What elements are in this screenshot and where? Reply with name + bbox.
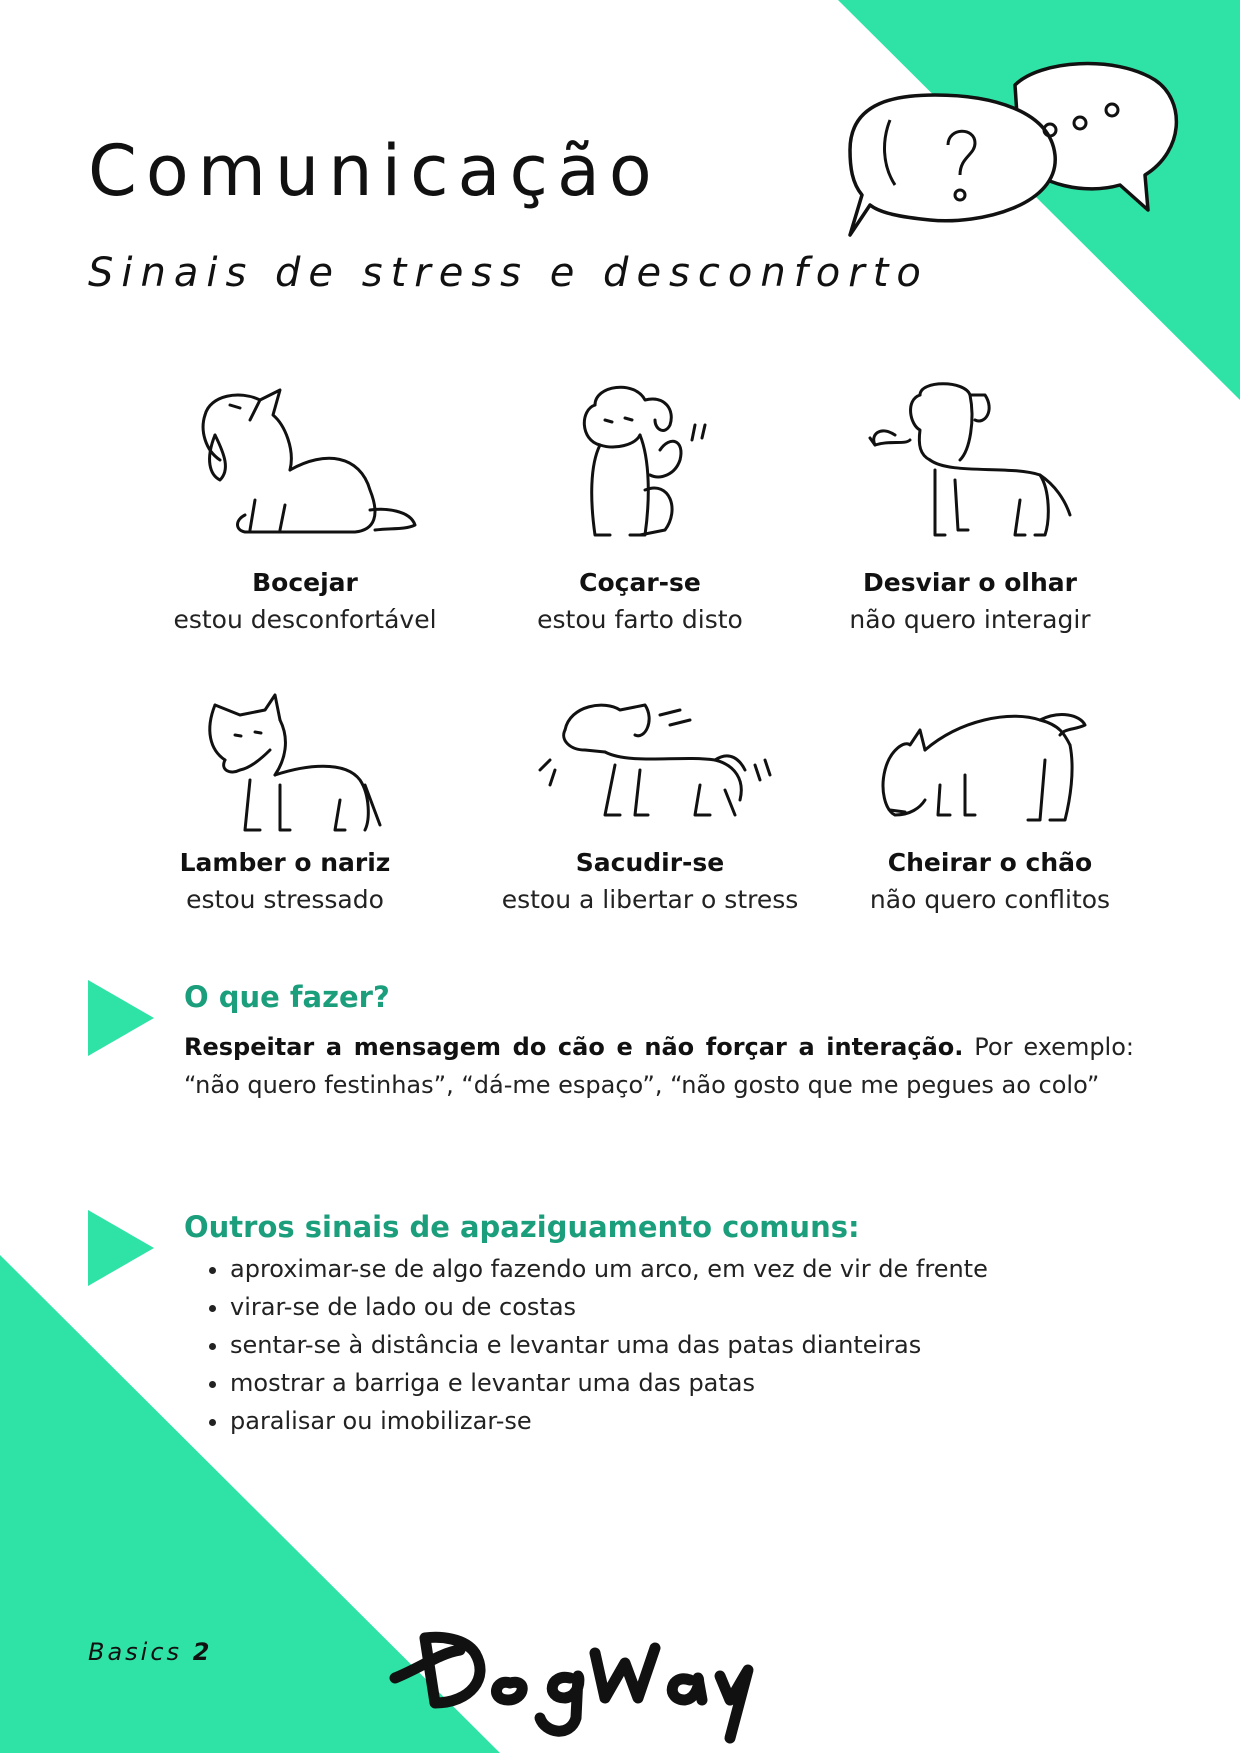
- signal-name: Sacudir-se: [575, 848, 725, 877]
- signal-meaning: estou desconfortável: [173, 605, 437, 634]
- list-item: • aproximar-se de algo fazendo um arco, em vez de vir de frente: [230, 1250, 988, 1288]
- signal-meaning: estou farto disto: [537, 605, 743, 634]
- signal-name: Coçar-se: [579, 568, 701, 597]
- signal-name: Desviar o olhar: [863, 568, 1077, 597]
- signal-name: Cheirar o chão: [887, 848, 1093, 877]
- page-subtitle: Sinais de stress e desconforto: [88, 250, 929, 296]
- scratching-dog-icon: [520, 380, 760, 560]
- yawning-dog-icon: [185, 380, 425, 560]
- what-to-do-text: [184, 1028, 1134, 1104]
- signal-meaning: estou stressado: [186, 885, 384, 914]
- what-to-do-emphasis: Respeitar a mensagem do cão e não forçar a interação.: [184, 1033, 964, 1061]
- signal-card: [450, 380, 830, 634]
- signal-card: [800, 690, 1180, 914]
- other-signals-section: [88, 1210, 1138, 1450]
- what-to-do-section: [88, 980, 1138, 1140]
- signal-card: [460, 690, 840, 914]
- list-item: • virar-se de lado ou de costas: [230, 1288, 988, 1326]
- signal-meaning: estou a libertar o stress: [501, 885, 799, 914]
- signal-card: [780, 380, 1160, 634]
- dogway-logo: [380, 1608, 780, 1748]
- triangle-arrow-icon: [88, 980, 154, 1056]
- series-name: Basics: [88, 1638, 183, 1666]
- signal-meaning: não quero conflitos: [869, 885, 1111, 914]
- shaking-dog-icon: [520, 690, 780, 840]
- list-item: • paralisar ou imobilizar-se: [230, 1402, 988, 1440]
- speech-bubbles-icon: [840, 55, 1190, 245]
- signal-name: Bocejar: [252, 568, 358, 597]
- footer-label: [88, 1638, 212, 1666]
- looking-away-dog-icon: [850, 380, 1090, 560]
- triangle-arrow-icon: [88, 1210, 154, 1286]
- signal-card: [115, 380, 495, 634]
- signal-meaning: não quero interagir: [849, 605, 1091, 634]
- page-number: 2: [192, 1638, 213, 1666]
- signal-card: [95, 690, 475, 914]
- page-title: Comunicação: [88, 130, 661, 212]
- what-to-do-example: Por exemplo: “não quero festinhas”, “dá-me espaço”, “não gosto que me pegues ao colo”: [184, 1033, 1134, 1099]
- list-item: • mostrar a barriga e levantar uma das patas: [230, 1364, 988, 1402]
- nose-licking-dog-icon: [165, 690, 405, 840]
- list-item: • sentar-se à distância e levantar uma das patas dianteiras: [230, 1326, 988, 1364]
- sniffing-dog-icon: [870, 690, 1110, 840]
- signal-name: Lamber o nariz: [179, 848, 391, 877]
- what-to-do-heading: O que fazer?: [184, 980, 390, 1014]
- other-signals-heading: Outros sinais de apaziguamento comuns:: [184, 1210, 860, 1244]
- other-signals-list: [204, 1250, 988, 1440]
